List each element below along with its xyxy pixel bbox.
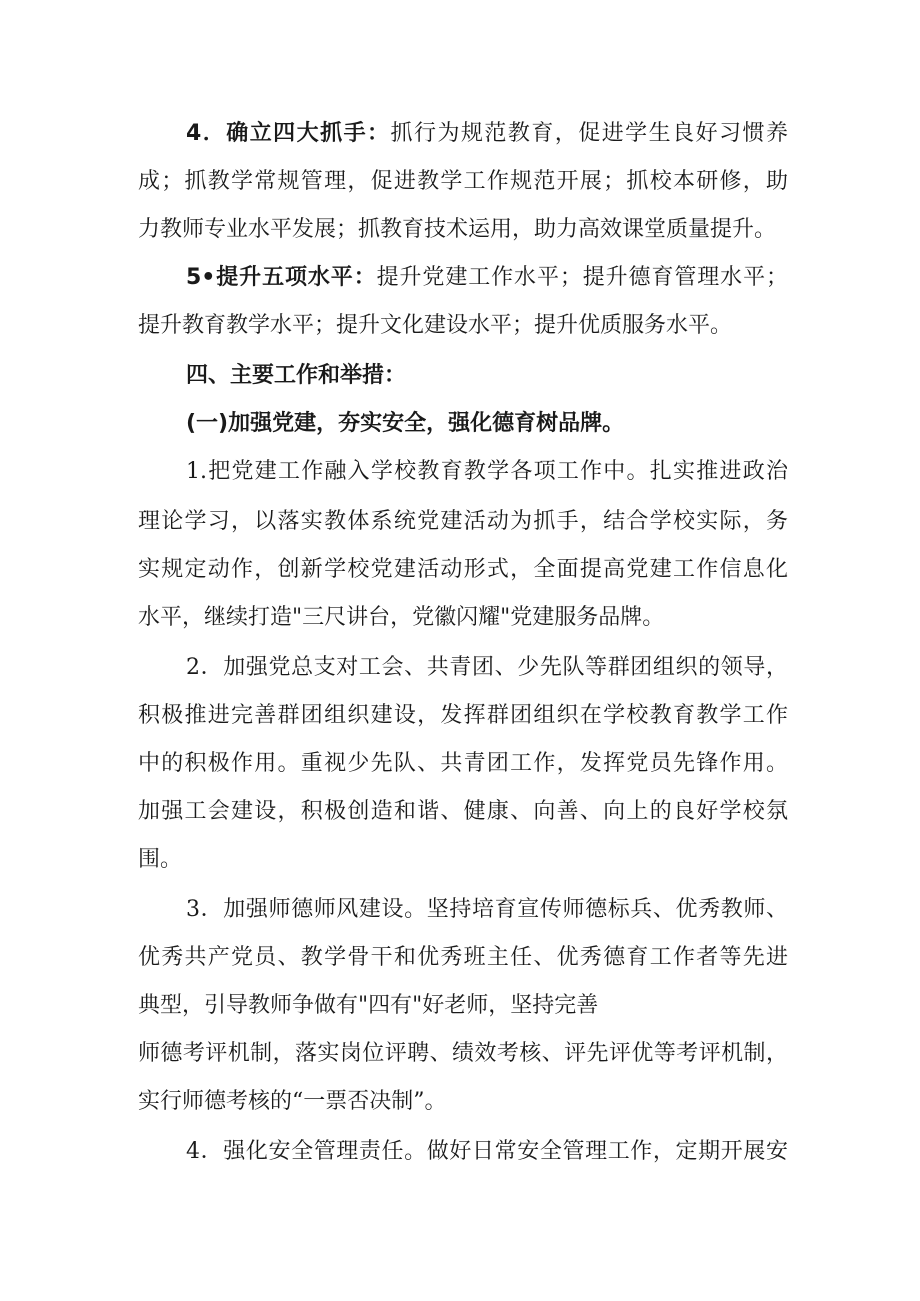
- paragraph-line: [138, 750, 788, 778]
- item-heading: 4．确立四大抓手：: [186, 121, 391, 146]
- paragraph-line: [138, 798, 788, 826]
- paragraph-line: [138, 1040, 788, 1068]
- paragraph-line: [186, 120, 788, 148]
- paragraph-line: [138, 1088, 788, 1116]
- paragraph-line: [186, 896, 788, 924]
- line-text: 师德考评机制，落实岗位评聘、绩效考核、评先评优等考评机制，: [138, 1041, 788, 1066]
- line-text: 成；抓教学常规管理，促进教学工作规范开展；抓校本研修，助: [138, 169, 788, 194]
- paragraph-line: [138, 604, 788, 632]
- paragraph-line: [186, 654, 788, 682]
- section-heading: [186, 362, 788, 390]
- line-text: 理论学习，以落实教体系统党建活动为抓手，结合学校实际，务: [138, 509, 788, 534]
- paragraph-line: [138, 846, 788, 874]
- line-text: 典型，引导教师争做有"四有"好老师，坚持完善: [138, 993, 599, 1018]
- subsection-heading-text: (一)加强党建，夯实安全，强化德育树品牌。: [186, 411, 625, 436]
- item-heading: 5•提升五项水平：: [186, 265, 377, 290]
- line-text: 优秀共产党员、教学骨干和优秀班主任、优秀德育工作者等先进: [138, 945, 788, 970]
- paragraph-line: [138, 312, 788, 340]
- paragraph-line: [138, 702, 788, 730]
- line-text: 加强工会建设，积极创造和谐、健康、向善、向上的良好学校氛: [138, 799, 788, 824]
- line-text: 实规定动作，创新学校党建活动形式，全面提高党建工作信息化: [138, 557, 788, 582]
- line-text: 积极推进完善群团组织建设，发挥群团组织在学校教育教学工作: [138, 703, 788, 728]
- line-text: 提升党建工作水平；提升德育管理水平；: [376, 265, 788, 290]
- line-text: 2．加强党总支对工会、共青团、少先队等群团组织的领导，: [186, 655, 788, 680]
- paragraph-line: [138, 508, 788, 536]
- line-text: 力教师专业水平发展；抓教育技术运用，助力高效课堂质量提升。: [138, 217, 777, 242]
- line-text: 提升教育教学水平；提升文化建设水平；提升优质服务水平。: [138, 313, 733, 338]
- line-text: 抓行为规范教育，促进学生良好习惯养: [390, 121, 788, 146]
- paragraph-line: [138, 944, 788, 972]
- line-text: 4．强化安全管理责任。做好日常安全管理工作，定期开展安: [186, 1139, 788, 1164]
- section-heading-text: 四、主要工作和举措：: [186, 363, 407, 388]
- line-text: 1.把党建工作融入学校教育教学各项工作中。扎实推进政治: [186, 459, 788, 484]
- line-text: 中的积极作用。重视少先队、共青团工作，发挥党员先锋作用。: [138, 751, 788, 776]
- paragraph-line: [186, 1138, 788, 1166]
- line-text: 3．加强师德师风建设。坚持培育宣传师德标兵、优秀教师、: [186, 897, 788, 922]
- paragraph-line: [138, 216, 788, 244]
- subsection-heading: [186, 410, 788, 438]
- paragraph-line: [138, 556, 788, 584]
- paragraph-line: [186, 264, 788, 292]
- line-text: 围。: [138, 847, 183, 872]
- paragraph-line: [186, 458, 788, 486]
- paragraph-line: [138, 992, 788, 1020]
- line-text: 实行师德考核的“一票否决制”。: [138, 1089, 447, 1114]
- line-text: 水平，继续打造"三尺讲台，党徽闪耀"党建服务品牌。: [138, 605, 665, 630]
- paragraph-line: [138, 168, 788, 196]
